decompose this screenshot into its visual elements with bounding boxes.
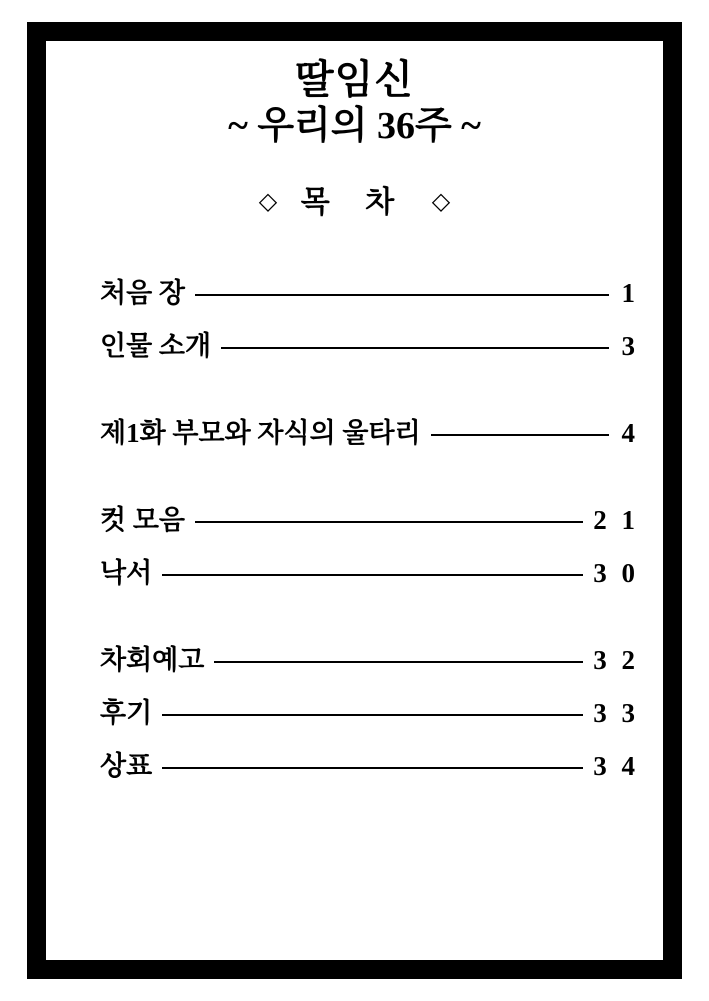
toc-entry[interactable] bbox=[100, 744, 639, 783]
toc-leader-line bbox=[162, 759, 583, 775]
toc-leader-line bbox=[162, 566, 583, 582]
toc-entry-label: 낙서 bbox=[100, 557, 153, 588]
toc-leader-line bbox=[221, 339, 609, 355]
toc-entry[interactable] bbox=[100, 498, 639, 537]
toc-entry-page: 3 bbox=[621, 330, 639, 361]
toc-entry[interactable] bbox=[100, 551, 639, 590]
toc-entry[interactable] bbox=[100, 411, 639, 450]
toc-entry[interactable] bbox=[100, 691, 639, 730]
toc-entry-page: 3 4 bbox=[593, 750, 639, 781]
toc-entry-page: 3 3 bbox=[593, 697, 639, 728]
toc-entry-label: 컷 모음 bbox=[100, 504, 185, 535]
toc-entry-page: 3 0 bbox=[593, 557, 639, 588]
toc-leader-line bbox=[195, 513, 583, 529]
toc-entry-label: 차회예고 bbox=[100, 644, 205, 675]
toc-heading bbox=[46, 177, 663, 221]
toc-entry-page: 1 bbox=[621, 277, 639, 308]
toc-entry-label: 인물 소개 bbox=[100, 330, 212, 361]
title-block bbox=[46, 59, 663, 151]
toc-entry-page: 3 2 bbox=[593, 644, 639, 675]
toc-entry[interactable] bbox=[100, 324, 639, 363]
toc-leader-line bbox=[431, 426, 609, 442]
toc-leader-line bbox=[214, 653, 583, 669]
diamond-right-icon: ◇ bbox=[431, 188, 451, 215]
toc-entry-label: 제1화 부모와 자식의 울타리 bbox=[100, 417, 421, 448]
toc-entry[interactable] bbox=[100, 271, 639, 310]
toc-entry[interactable] bbox=[100, 638, 639, 677]
page-subtitle: ~ 우리의 36주 ~ bbox=[228, 105, 481, 147]
page-title: 딸임신 bbox=[295, 57, 414, 102]
toc-entry-label: 후기 bbox=[100, 697, 153, 728]
toc-entry-label: 상표 bbox=[100, 750, 153, 781]
toc-leader-line bbox=[162, 706, 583, 722]
toc-leader-line bbox=[195, 286, 609, 302]
table-of-contents bbox=[46, 271, 663, 783]
toc-entry-label: 처음 장 bbox=[100, 277, 185, 308]
diamond-left-icon: ◇ bbox=[258, 188, 278, 215]
page-content bbox=[46, 41, 663, 960]
toc-entry-page: 2 1 bbox=[593, 504, 639, 535]
toc-entry-page: 4 bbox=[621, 417, 639, 448]
toc-heading-label: 목 차 bbox=[300, 185, 409, 219]
